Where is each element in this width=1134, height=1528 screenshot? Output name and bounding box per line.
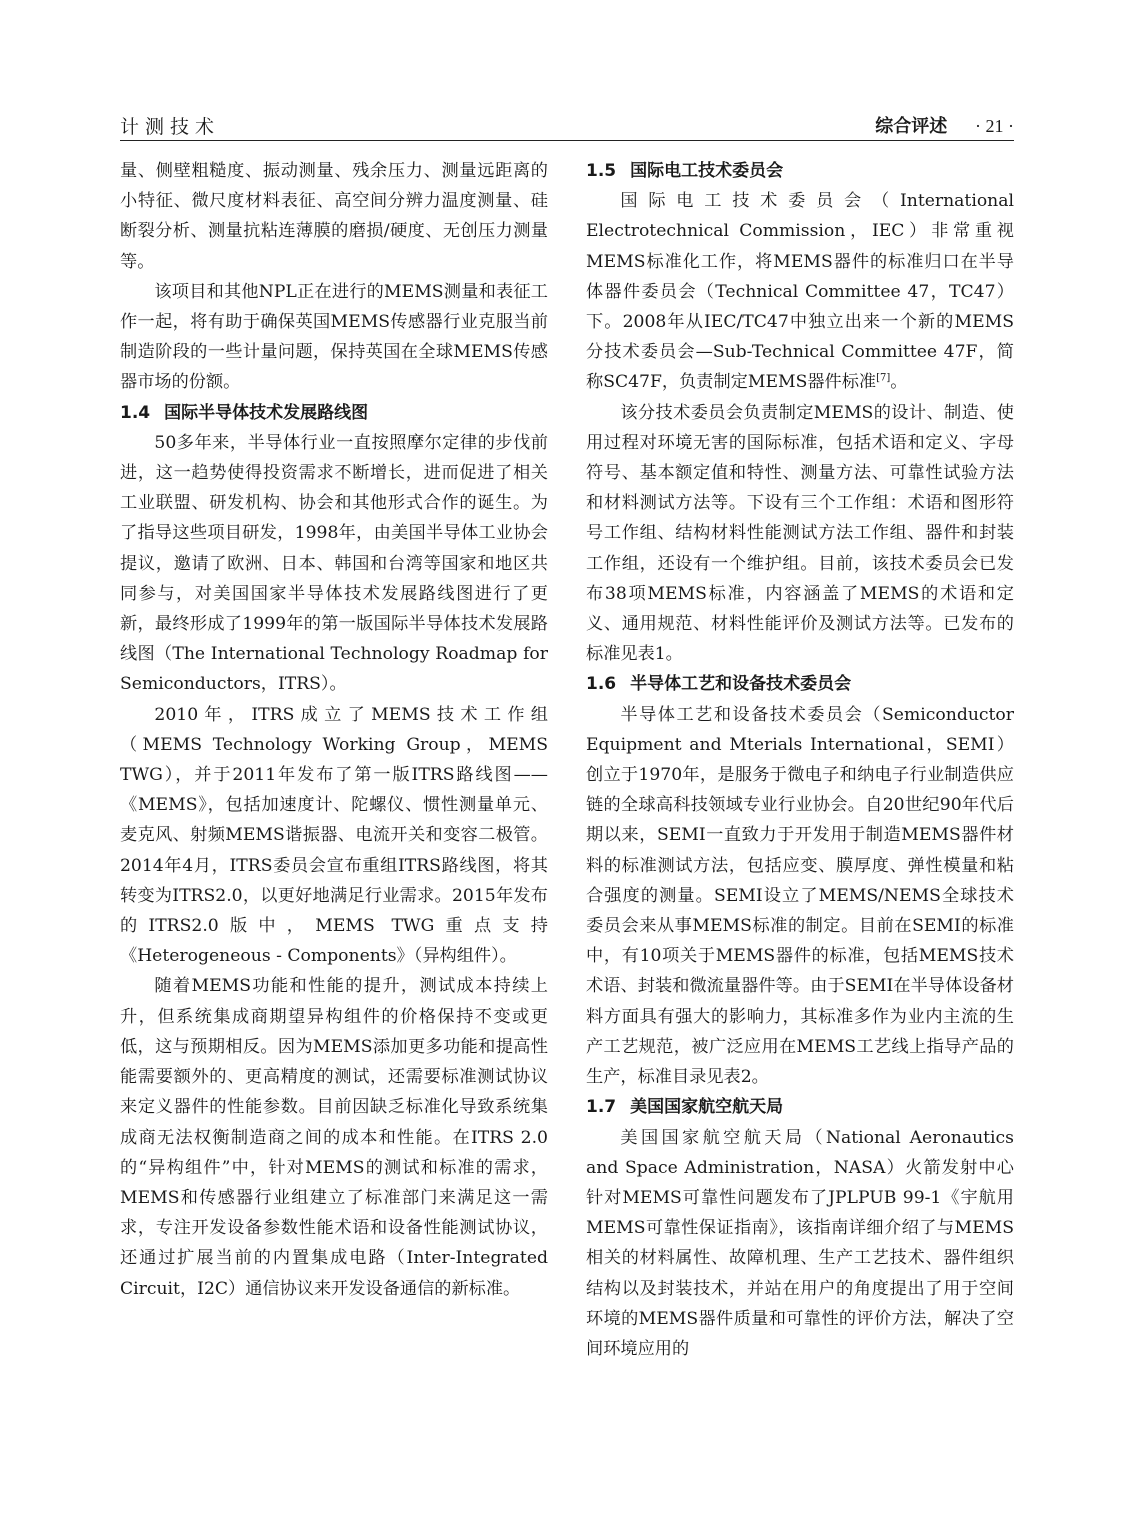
paragraph-text: 50多年来，半导体行业一直按照摩尔定律的步伐前进，这一趋势使得投资需求不断增长，进而促进了相关工业联盟、研发机构、协会和其他形式合作的诞生。为了指导这些项目研发，1998年，由美国半导体工业协会提议，邀请了欧洲、日本、韩国和台湾等国家和地区共同参与，对美国国家半导体技术发展路线图进行了更新，最终形成了1999年的第一版国际半导体技术发展路线图（The International Technology Roadmap for Semiconductors，ITRS）。 (120, 432, 548, 695)
section-number: 1.6 (586, 674, 617, 695)
section-title: 美国国家航空航天局 (630, 1097, 784, 1118)
left-column (120, 156, 548, 1304)
paragraph-text: 2010年，ITRS成立了MEMS技术工作组（MEMS Technology Working Group，MEMS TWG），并于2011年发布了第一版ITRS路线图——《MEMS》，包括加速度计、陀螺仪、惯性测量单元、麦克风、射频MEMS谐振器、电流开关和变容二极管。2014年4月，ITRS委员会宣布重组ITRS路线图，将其转变为ITRS2.0，以更好地满足行业需求。2015年发布的ITRS2.0版中，MEMS TWG重点支持《Heterogeneous - Components》（异构组件）。 (120, 704, 548, 967)
body-paragraph (120, 156, 548, 277)
section-heading (120, 398, 548, 428)
section-heading (586, 669, 1014, 699)
section-heading (586, 1092, 1014, 1122)
right-column (586, 156, 1014, 1364)
citation-ref: [7] (876, 372, 891, 384)
paragraph-text: 随着MEMS功能和性能的提升，测试成本持续上升，但系统集成商期望异构组件的价格保持不变或更低，这与预期相反。因为MEMS添加更多功能和提高性能需要额外的、更高精度的测试，还需要标准测试协议来定义器件的性能参数。目前因缺乏标准化导致系统集成商无法权衡制造商之间的成本和性能。在ITRS 2.0的“异构组件”中，针对MEMS的测试和标准的需求，MEMS和传感器行业组建立了标准部门来满足这一需求，专注开发设备参数性能术语和设备性能测试协议，还通过扩展当前的内置集成电路（Inter-Integrated Circuit，I2C）通信协议来开发设备通信的新标准。 (120, 976, 548, 1299)
running-header (120, 110, 1014, 141)
paragraph-text: 美国国家航空航天局（National Aeronautics and Space Administration，NASA）火箭发射中心针对MEMS可靠性问题发布了JPLPUB 99-1《宇航用MEMS可靠性保证指南》，该指南详细介绍了与MEMS相关的材料属性、故障机理、生产工艺技术、器件组织结构以及封装技术，并站在用户的角度提出了用于空间环境的MEMS器件质量和可靠性的评价方法，解决了空间环境应用的 (586, 1127, 1014, 1359)
body-paragraph (120, 428, 548, 700)
body-paragraph (586, 700, 1014, 1093)
paragraph-text: 量、侧壁粗糙度、振动测量、残余压力、测量远距离的小特征、微尺度材料表征、高空间分辨力温度测量、硅断裂分析、测量抗粘连薄膜的磨损/硬度、无创压力测量等。 (120, 161, 548, 272)
paragraph-tail: 。 (890, 372, 908, 393)
body-paragraph (120, 700, 548, 972)
body-paragraph (120, 277, 548, 398)
section-number: 1.5 (586, 161, 617, 181)
header-right (875, 112, 1014, 138)
section-heading (586, 156, 1014, 186)
journal-name: 计测技术 (120, 116, 221, 138)
body-paragraph (586, 1123, 1014, 1365)
section-number: 1.7 (586, 1097, 617, 1118)
paragraph-text: 国际电工技术委员会（International Electrotechnical Commission，IEC）非常重视MEMS标准化工作，将MEMS器件的标准归口在半导体器件委员会（Technical Committee 47，TC47）下。2008年从IEC/TC47中独立出来一个新的MEMS分技术委员会—Sub-Technical Committee 47F，简称SC47F，负责制定MEMS器件标准 (586, 191, 1014, 393)
section-name: 综合评述 (875, 116, 948, 137)
section-title: 半导体工艺和设备技术委员会 (630, 674, 852, 695)
page-number: · 21 · (975, 116, 1014, 136)
body-paragraph (586, 186, 1014, 397)
section-title: 国际半导体技术发展路线图 (164, 402, 369, 423)
body-paragraph (586, 398, 1014, 670)
section-number: 1.4 (120, 402, 151, 423)
section-title: 国际电工技术委员会 (630, 161, 784, 181)
body-paragraph (120, 971, 548, 1303)
paragraph-text: 该项目和其他NPL正在进行的MEMS测量和表征工作一起，将有助于确保英国MEMS传感器行业克服当前制造阶段的一些计量问题，保持英国在全球MEMS传感器市场的份额。 (120, 281, 548, 393)
paragraph-text: 半导体工艺和设备技术委员会（Semiconductor Equipment and Mterials International，SEMI）创立于1970年，是服务于微电子和纳电子行业制造供应链的全球高科技领域专业行业协会。自20世纪90年代后期以来，SEMI一直致力于开发用于制造MEMS器件材料的标准测试方法，包括应变、膜厚度、弹性模量和粘合强度的测量。SEMI设立了MEMS/NEMS全球技术委员会来从事MEMS标准的制定。目前在SEMI的标准中，有10项关于MEMS器件的标准，包括MEMS技术术语、封装和微流量器件等。由于SEMI在半导体设备材料方面具有强大的影响力，其标准多作为业内主流的生产工艺规范，被广泛应用在MEMS工艺线上指导产品的生产，标准目录见表2。 (586, 704, 1014, 1088)
paragraph-text: 该分技术委员会负责制定MEMS的设计、制造、使用过程对环境无害的国际标准，包括术语和定义、字母符号、基本额定值和特性、测量方法、可靠性试验方法和材料测试方法等。下设有三个工作组：术语和图形符号工作组、结构材料性能测试方法工作组、器件和封装工作组，还设有一个维护组。目前，该技术委员会已发布38项MEMS标准，内容涵盖了MEMS的术语和定义、通用规范、材料性能评价及测试方法等。已发布的标准见表1。 (586, 402, 1014, 665)
